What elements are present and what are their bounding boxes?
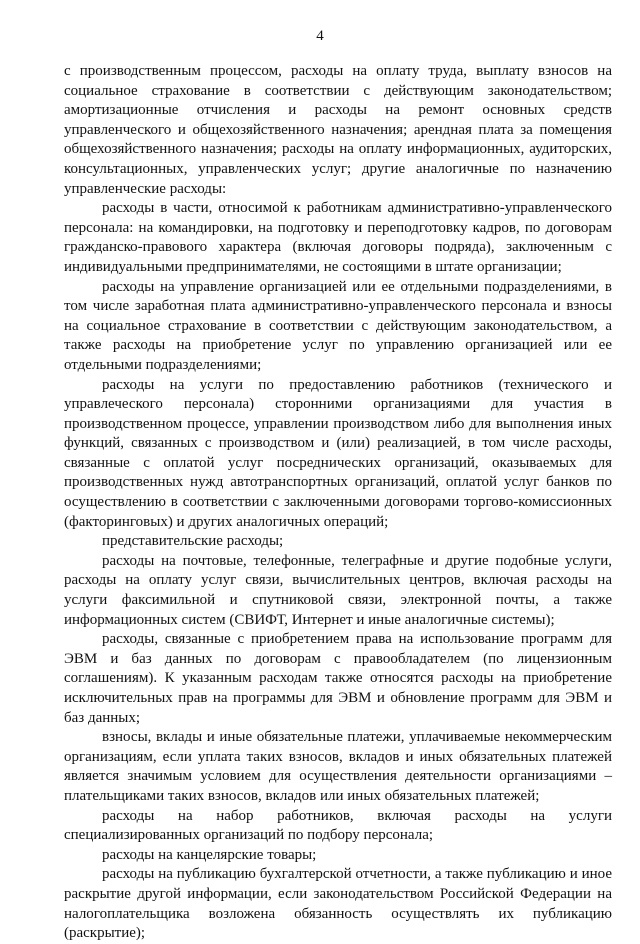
paragraph-management-expenses: расходы на управление организацией или ее отдельными подразделениями, в том числе заработная плата административно-управленческого персонала и взносы на социальное страхование в соответствии с действующим законодательством, а также расходы на приобретение услуг по управлению организацией или ее отдельными подразделениями;	[64, 278, 612, 373]
paragraph-staffing-services: расходы на услуги по предоставлению работников (технического и управлеческого персонала) сторонними организациями для участия в производственном процессе, управлении производством либо для выполнения иных функций, связанных с производством и (или) реализацией, в том числе расходы, связанные с оплатой услуг посреднических организаций, оказываемых для производственных нужд автотранспортных организаций, оплатой услуг банков по осуществлению в соответствии с заключенными договорами торгово-комиссионных (факторинговых) и других аналогичных операций;	[64, 376, 612, 530]
paragraph-continuation: с производственным процессом, расходы на оплату труда, выплату взносов на социальное страхование в соответствии с действующим законодательством; амортизационные отчисления и расходы на ремонт основных средств управленческого и общехозяйственного назначения; арендная плата за помещения общехозяйственного назначения; расходы на оплату информационных, аудиторских, консультационных, управленческих услуг; другие аналогичные по назначению управленческие расходы:	[64, 63, 612, 197]
paragraph-representation-expenses: представительские расходы;	[102, 533, 284, 550]
page-number: 4	[316, 28, 324, 44]
paragraph-admin-personnel-expenses: расходы в части, относимой к работникам административно-управленческого персонала: на командировки, на подготовку и переподготовку кадров, по договорам гражданско-правового характера (включая договоры подряда), заключенным с индивидуальными предпринимателями, не состоящими в штате организации;	[64, 200, 612, 275]
paragraph-nonprofit-fees: взносы, вклады и иные обязательные платежи, уплачиваемые некоммерческим организациям, если уплата таких взносов, вкладов и иных обязательных платежей является значимым условием для осуществления деятельности организациями – плательщиками таких взносов, вкладов или иных обязательных платежей;	[64, 729, 612, 804]
paragraph-software-rights: расходы, связанные с приобретением права на использование программ для ЭВМ и баз данных по договорам с правообладателем (по лицензионным соглашениям). К указанным расходам также относятся расходы на приобретение исключительных прав на программы для ЭВМ и обновление программ для ЭВМ и баз данных;	[64, 631, 612, 726]
paragraph-stationery: расходы на канцелярские товары;	[102, 846, 317, 863]
paragraph-communication-expenses: расходы на почтовые, телефонные, телеграфные и другие подобные услуги, расходы на оплату услуг связи, вычислительных центров, включая расходы на услуги факсимильной и спутниковой связи, электронной почты, а также информационных систем (СВИФТ, Интернет и иные аналогичные системы);	[64, 552, 612, 628]
document-body	[64, 62, 612, 944]
paragraph-publication-expenses: расходы на публикацию бухгалтерской отчетности, а также публикацию и иное раскрытие другой информации, если законодательством Российской Федерации на налогоплательщика возложена обязанность осуществлять их публикацию (раскрытие);	[64, 866, 612, 942]
paragraph-recruitment-expenses: расходы на набор работников, включая расходы на услуги специализированных организаций по подбору персонала;	[64, 807, 612, 844]
